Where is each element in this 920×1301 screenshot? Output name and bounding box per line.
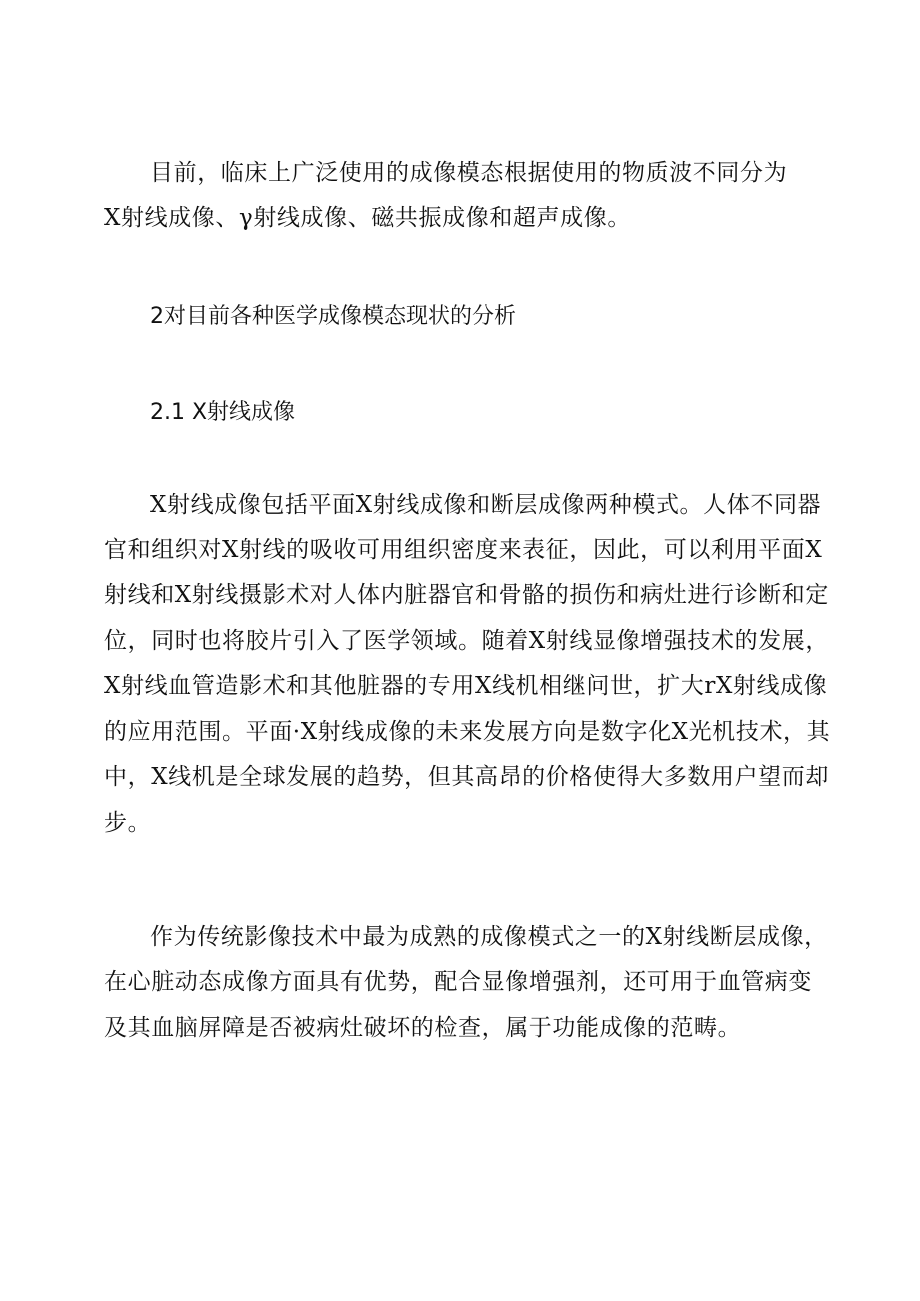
paragraph-2-line-2: 官和组织对X射线的吸收可用组织密度来表征，因此，可以利用平面X <box>104 537 823 563</box>
paragraph-2-line-1: X射线成像包括平面X射线成像和断层成像两种模式。人体不同器 <box>150 492 822 518</box>
paragraph-1-line-2: X射线成像、γ射线成像、磁共振成像和超声成像。 <box>104 205 631 231</box>
paragraph-2-line-5: X射线血管造影术和其他脏器的专用X线机相继问世，扩大rX射线成像 <box>104 673 828 699</box>
section-2-heading: 2对目前各种医学成像模态现状的分析 <box>150 304 516 329</box>
paragraph-2-line-3: 射线和X射线摄影术对人体内脏器官和骨骼的损伤和病灶进行诊断和定 <box>104 582 829 608</box>
paragraph-3-line-1: 作为传统影像技术中最为成熟的成像模式之一的X射线断层成像， <box>150 924 828 950</box>
paragraph-3-line-2: 在心脏动态成像方面具有优势，配合显像增强剂，还可用于血管病变 <box>104 969 812 995</box>
paragraph-3-line-3: 及其血脑屏障是否被病灶破坏的检查，属于功能成像的范畴。 <box>104 1015 742 1041</box>
section-2-1-heading: 2.1 X射线成像 <box>150 400 296 425</box>
paragraph-2-line-6: 的应用范围。平面·X射线成像的未来发展方向是数字化X光机技术，其 <box>104 719 831 745</box>
paragraph-2-line-8: 步。 <box>104 810 152 836</box>
paragraph-1-line-1: 目前，临床上广泛使用的成像模态根据使用的物质波不同分为 <box>150 160 788 186</box>
paragraph-2-line-4: 位，同时也将胶片引入了医学领域。随着X射线显像增强技术的发展， <box>104 628 829 654</box>
paragraph-2-line-7: 中，X线机是全球发展的趋势，但其高昂的价格使得大多数用户望而却 <box>104 764 829 790</box>
